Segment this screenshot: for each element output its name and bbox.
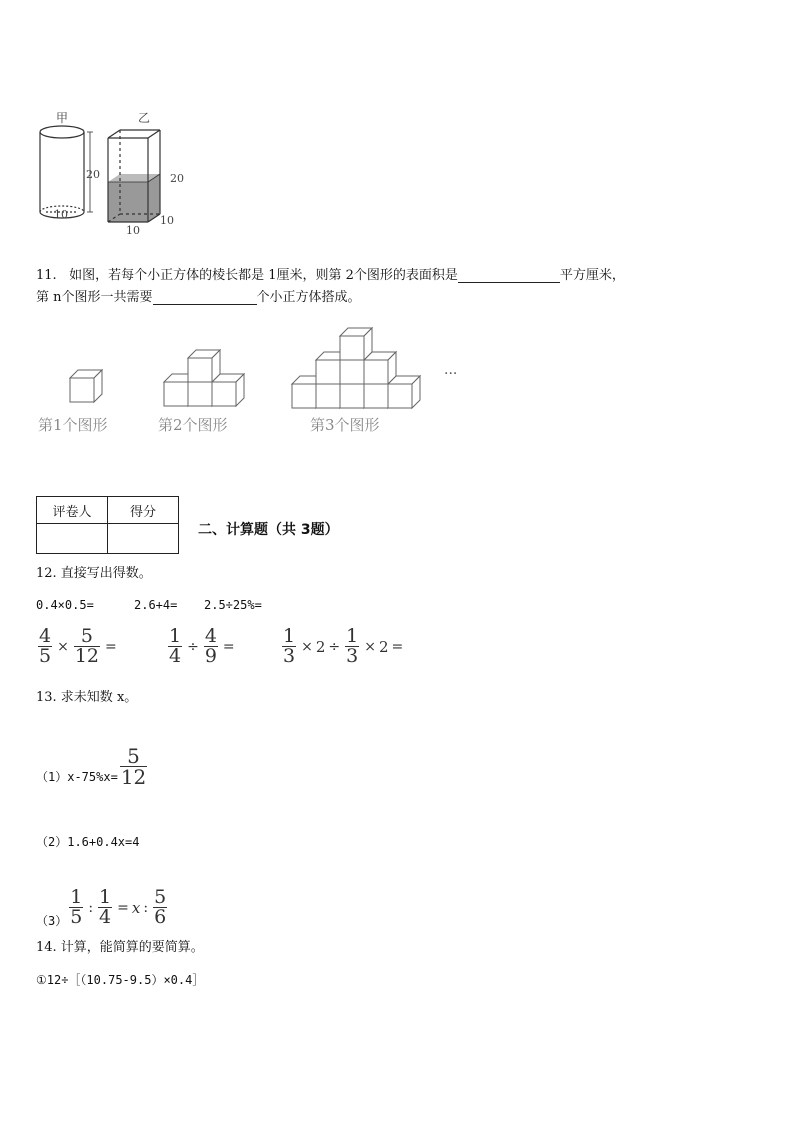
fraction: $\frac{5}{12}$ xyxy=(74,625,100,667)
fraction: $\frac{1}{3}$ xyxy=(346,625,359,667)
q12-expr-2: $\frac{1}{4}$ ÷ $\frac{4}{9}$ = xyxy=(169,625,235,667)
cube-face xyxy=(212,382,236,406)
figure-cylinder-and-box xyxy=(30,108,210,240)
fraction: $\frac{1}{3}$ xyxy=(283,625,296,667)
fraction: $\frac{4}{9}$ xyxy=(204,625,217,667)
cube-face xyxy=(340,336,364,360)
q11-line2 xyxy=(36,286,361,305)
fig-label-1: 第1个图形 xyxy=(38,416,108,434)
cube-face xyxy=(388,384,412,408)
cube-face xyxy=(188,358,212,382)
cyl-diameter-label: 10 xyxy=(54,208,68,221)
q12-expr-3: $\frac{1}{3}$ × 2 ÷ $\frac{1}{3}$ × 2 = xyxy=(283,625,404,667)
q14-title: 14. 计算，能简算的要简算。 xyxy=(36,940,204,955)
fraction: $\frac{1}{4}$ xyxy=(99,886,112,928)
cube-face xyxy=(340,384,364,408)
fraction: $\frac{4}{5}$ xyxy=(39,625,52,667)
box-shape xyxy=(108,130,160,222)
q11-text-b: 平方厘米， xyxy=(559,268,625,283)
cube-face xyxy=(292,384,316,408)
q13-p3-label: （3） xyxy=(36,914,68,928)
q12-item-3: 2.5÷25%= xyxy=(204,598,262,612)
cube-face xyxy=(340,360,364,384)
fig-label-2: 第2个图形 xyxy=(158,416,228,434)
q12-expr-1: $\frac{4}{5}$ × $\frac{5}{12}$ = xyxy=(39,625,117,667)
label-jia: 甲 xyxy=(56,111,69,125)
box-height-label: 20 xyxy=(170,172,184,185)
box-depth-label: 10 xyxy=(160,214,174,227)
ellipsis: ··· xyxy=(444,366,458,382)
cube-face xyxy=(164,382,188,406)
q11-text-d: 个小正方体搭成。 xyxy=(256,290,361,305)
section-title: 二、计算题（共 3题） xyxy=(198,522,339,538)
fraction: $\frac{5}{6}$ xyxy=(154,886,167,928)
box-width-label: 10 xyxy=(126,224,140,237)
q11-line1 xyxy=(36,264,625,283)
grader-header: 评卷人 xyxy=(37,497,108,524)
fraction: $\frac{5}{12}$ xyxy=(120,744,147,789)
q11-text-c: 第 n个图形一共需要 xyxy=(36,290,153,305)
q13-p1-label: （1）x-75%x= xyxy=(36,770,118,784)
q13-part-3: （3） $\frac{1}{5}$ : $\frac{1}{4}$ = x : $\frac{5}{6}$ xyxy=(36,886,167,928)
cyl-height-label: 20 xyxy=(86,168,100,181)
q13-part-2: （2）1.6+0.4x=4 xyxy=(36,835,140,849)
score-cell[interactable] xyxy=(108,524,179,554)
cube-face xyxy=(364,360,388,384)
figure-cube-patterns xyxy=(30,320,480,440)
cube-face xyxy=(316,384,340,408)
cube-face xyxy=(316,360,340,384)
cube-face xyxy=(364,384,388,408)
score-header: 得分 xyxy=(108,497,179,524)
q13-part-1 xyxy=(36,746,149,787)
grader-table xyxy=(36,496,179,554)
q12-title: 12. 直接写出得数。 xyxy=(36,566,152,581)
q11-text-a: 如图，若每个小正方体的棱长都是 1厘米，则第 2个图形的表面积是 xyxy=(69,268,458,283)
q12-item-1: 0.4×0.5= xyxy=(36,598,94,612)
q12-item-2: 2.6+4= xyxy=(134,598,178,612)
cube-face xyxy=(70,378,94,402)
fraction: $\frac{1}{4}$ xyxy=(169,625,182,667)
q11-answer-blank-2[interactable] xyxy=(153,290,257,305)
label-yi: 乙 xyxy=(138,111,151,125)
q11-answer-blank-1[interactable] xyxy=(458,268,560,283)
fraction: $\frac{1}{5}$ xyxy=(70,886,83,928)
q13-title: 13. 求未知数 x。 xyxy=(36,690,138,705)
cube-face xyxy=(188,382,212,406)
q11-number: 11. xyxy=(36,268,57,283)
fig-label-3: 第3个图形 xyxy=(310,416,380,434)
grader-cell[interactable] xyxy=(37,524,108,554)
q14-part-1: ①12÷［（10.75-9.5）×0.4］ xyxy=(36,973,205,987)
